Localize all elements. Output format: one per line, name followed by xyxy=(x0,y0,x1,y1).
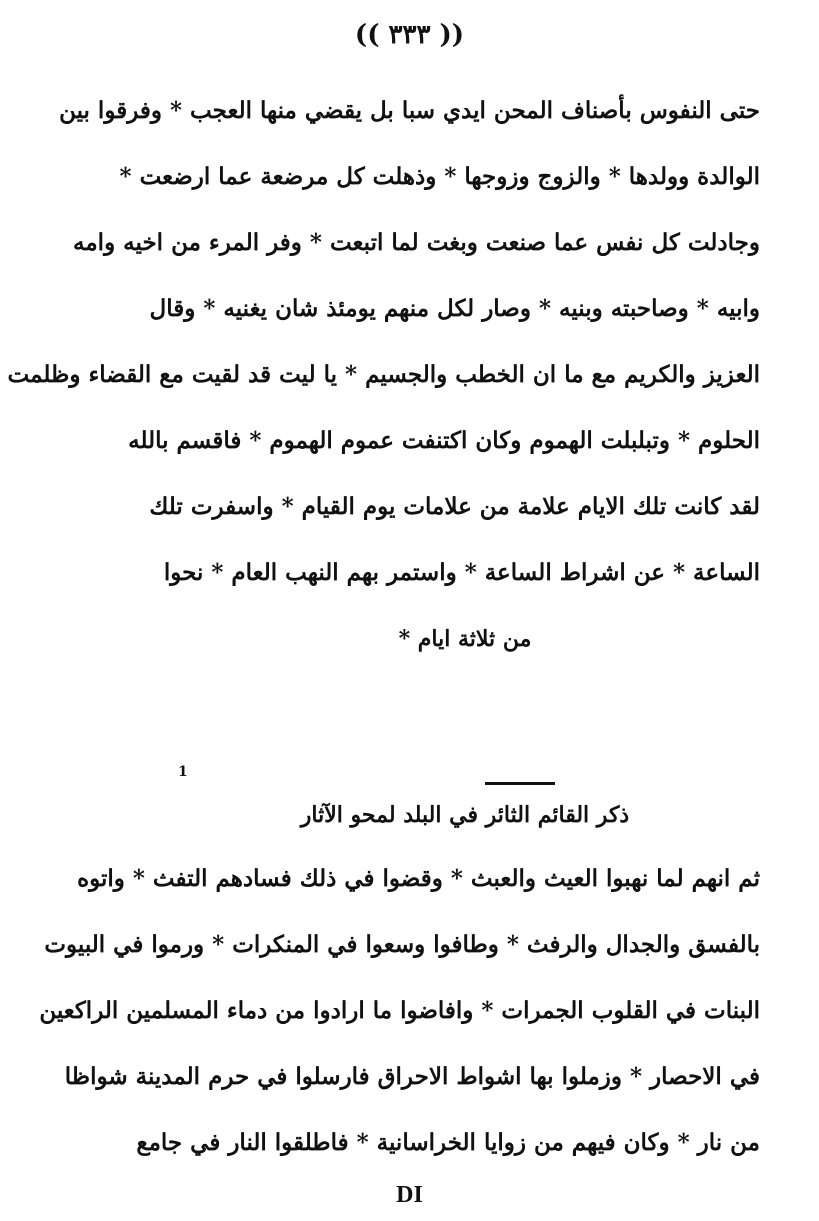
text-line: البنات في القلوب الجمرات * وافاضوا ما ارادوا من دماء المسلمين الراكعين xyxy=(39,997,760,1024)
section-heading: ذكر القائم الثائر في البلد لمحو الآثار xyxy=(300,802,630,828)
text-line: لقد كانت تلك الايام علامة من علامات يوم القيام * واسفرت تلك xyxy=(149,493,760,520)
margin-mark: 1 xyxy=(178,764,188,780)
text-line: حتى النفوس بأصناف المحن ايدي سبا بل يقضي منها العجب * وفرقوا بين xyxy=(59,97,760,124)
text-line: بالفسق والجدال والرفث * وطافوا وسعوا في المنكرات * ورموا في البيوت xyxy=(44,931,760,958)
text-line: وابيه * وصاحبته وبنيه * وصار لكل منهم يومئذ شان يغنيه * وقال xyxy=(149,295,760,322)
text-line: الوالدة وولدها * والزوج وزوجها * وذهلت كل مرضعة عما ارضعت * xyxy=(119,163,760,190)
text-line: الحلوم * وتبلبلت الهموم وكان اكتنفت عموم الهموم * فاقسم بالله xyxy=(128,427,760,454)
text-line: وجادلت كل نفس عما صنعت وبغت لما اتبعت * وفر المرء من اخيه وامه xyxy=(73,229,760,256)
paragraph-2 xyxy=(39,846,760,1176)
text-line: الساعة * عن اشراط الساعة * واستمر بهم النهب العام * نحوا xyxy=(163,559,760,586)
text-line: من نار * وكان فيهم من زوايا الخراسانية * فاطلقوا النار في جامع xyxy=(136,1129,760,1156)
page-number: (( ٣٣٣ )) xyxy=(354,20,465,50)
text-line: من ثلاثة ايام * xyxy=(398,626,532,652)
text-line: ثم انهم لما نهبوا العيث والعبث * وقضوا في ذلك فسادهم التفث * واتوه xyxy=(77,865,760,892)
paragraph-1 xyxy=(7,78,760,672)
text-line: في الاحصار * وزملوا بها اشواط الاحراق فارسلوا في حرم المدينة شواظا xyxy=(64,1063,760,1090)
text-line: العزيز والكريم مع ما ان الخطب والجسيم * يا ليت قد لقيت مع القضاء وظلمت xyxy=(7,361,760,388)
printer-signature: DI xyxy=(396,1182,423,1208)
section-divider xyxy=(485,782,555,785)
